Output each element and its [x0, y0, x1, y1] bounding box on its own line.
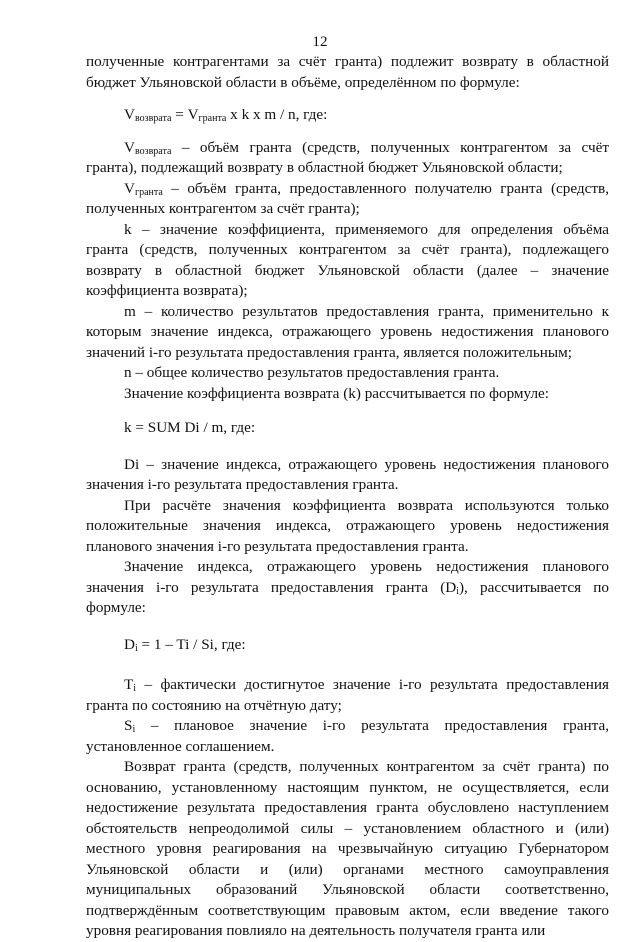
definition-v-grant: $V_{гранта}$ – объём гранта, предоставленного получателю гранта (средств, полученных контрагентом за счёт гранта);: [86, 179, 609, 217]
page-number: 12: [312, 33, 328, 50]
formula-k: k = SUM Di / m, где:: [124, 419, 256, 436]
definition-di: Di – значение индекса, отражающего уровень недостижения планового значения i-го результата предоставления гранта.: [86, 455, 609, 493]
paragraph: Возврат гранта (средств, полученных контрагентом за счёт гранта) по основанию, установленному настоящим пунктом, не осуществляется, если недостижение результата предоставления гранта обусловлено наступлением обстоятельств непреодолимой силы – установлением областного и (или) местного уровня реагирования на чрезвычайную ситуацию Губернатором Ульяновской области и (или) органами местного самоуправления муниципальных образований Ульяновской области соответственно, подтверждённым соответствующим правовым актом, если введение такого уровня реагирования повлияло на деятельность получателя гранта или: [86, 758, 609, 939]
document-body: [86, 52, 609, 942]
definition-ti: $T_i$ – фактически достигнутое значение i-го результата предоставления гранта по состоянию на отчётную дату;: [86, 676, 609, 714]
definition-v-return: $V_{возврата}$ – объём гранта (средств, полученных контрагентом за счёт гранта), подлежащий возврату в областной бюджет Ульяновской области;: [86, 138, 609, 176]
paragraph: Значение коэффициента возврата (k) рассчитывается по формуле:: [124, 384, 550, 402]
definition-n: n – общее количество результатов предоставления гранта.: [124, 364, 500, 381]
formula-return-volume: $V_{возврата} = V_{гранта}$ x k x m / n, где:: [124, 106, 328, 124]
paragraph: При расчёте значения коэффициента возврата используются только положительные значения индекса, отражающего уровень недостижения планового значения i-го результата предоставления гранта.: [86, 496, 609, 555]
definition-si: $S_i$ – плановое значение i-го результата предоставления гранта, установленное соглашением.: [86, 717, 609, 755]
definition-m: m – количество результатов предоставления гранта, применительно к которым значение индекса, отражающего уровень недостижения планового значений i-го результата предоставления гранта, является положительным;: [86, 302, 609, 361]
definition-k: k – значение коэффициента, применяемого для определения объёма гранта (средств, полученных контрагентом за счёт гранта), подлежащего возврату в областной бюджет Ульяновской области (далее – значение коэффициента возврата);: [86, 220, 609, 299]
paragraph: полученные контрагентами за счёт гранта) подлежит возврату в областной бюджет Ульяновской области в объёме, определённом по формуле:: [86, 53, 609, 91]
paragraph: Значение индекса, отражающего уровень недостижения планового значения i-го результата предоставления гранта $(D_i)$, рассчитывается по формуле:: [86, 558, 609, 616]
formula-di: $D_i = 1 - Ti / Si$, где:: [124, 635, 246, 654]
